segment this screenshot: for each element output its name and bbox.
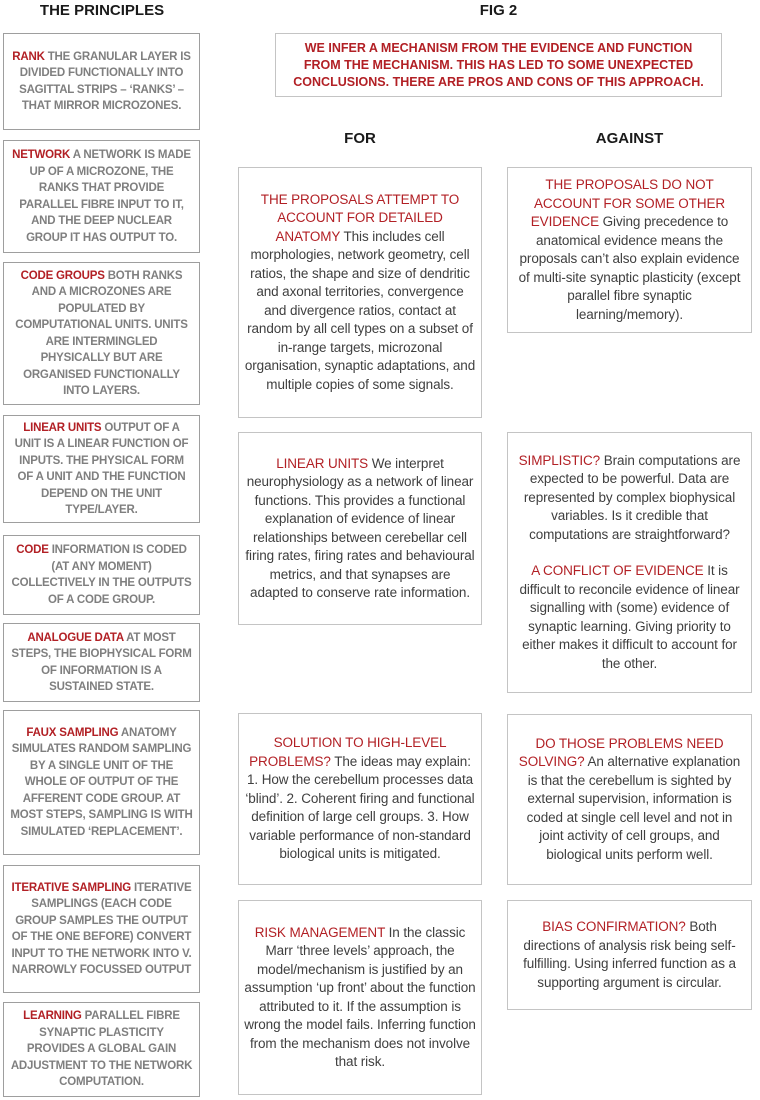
principle-term: LINEAR UNITS — [23, 421, 102, 434]
for-box-text — [244, 191, 476, 395]
banner-box — [275, 33, 722, 97]
principle-body: INFORMATION IS CODED (AT ANY MOMENT) COLLECTIVELY IN THE OUTPUTS OF A CODE GROUP. — [11, 544, 192, 606]
principle-body: AT MOST STEPS, THE BIOPHYSICAL FORM OF INFORMATION IS A SUSTAINED STATE. — [11, 631, 192, 693]
principle-term: FAUX SAMPLING — [26, 726, 119, 739]
principle-box-learning — [3, 1002, 200, 1097]
against-box-heading: SIMPLISTIC? — [518, 452, 601, 468]
for-box-body: The ideas may explain: 1. How the cerebellum processes data ‘blind’. 2. Coherent firing and functional definition of large cell groups. 3. How variable performance of non-standard biological units is mitigated. — [245, 753, 475, 862]
principle-text — [10, 542, 193, 608]
for-box-body: In the classic Marr ‘three levels’ approach, the model/mechanism is justified by an assumption ‘up front’ about the function attributed to it. If the assumption is wrong the model fails. Inferring function from the mechanism does not involve that risk. — [244, 924, 476, 1069]
against-header: AGAINST — [595, 130, 664, 147]
principle-term: ANALOGUE DATA — [27, 631, 124, 644]
principle-term: LEARNING — [23, 1010, 82, 1023]
against-box-heading: THE PROPOSALS DO NOT ACCOUNT FOR SOME OTHER EVIDENCE — [530, 177, 726, 229]
against-box-bias-confirmation — [507, 900, 752, 1010]
for-box-text — [244, 734, 476, 864]
against-box-body-2: It is difficult to reconcile evidence of linear signalling with (some) evidence of synaptic learning. Giving priority to either makes it difficult to account for the other. — [519, 563, 740, 671]
principle-box-rank — [3, 33, 200, 130]
for-box-text — [244, 455, 476, 603]
principle-term: CODE GROUPS — [20, 269, 105, 282]
against-box-text-2 — [513, 562, 746, 673]
for-box-high-level-problems — [238, 713, 482, 885]
principle-box-code — [3, 535, 200, 615]
figure-title: FIG 2 — [479, 2, 518, 19]
principle-term: RANK — [12, 50, 45, 63]
against-box-text — [513, 735, 746, 865]
for-header: FOR — [344, 130, 376, 147]
against-box-other-evidence — [507, 167, 752, 333]
principle-box-code-groups — [3, 262, 200, 405]
for-box-risk-management — [238, 900, 482, 1095]
for-box-body: This includes cell morphologies, network geometry, cell ratios, the shape and size of dendritic and axonal territories, convergence and divergence ratios, contact at random by all cell types on a subset of in-range targets, microzonal organisation, synaptic adaptations, and multiple copies of some signals. — [244, 228, 476, 392]
against-box-text — [513, 918, 746, 992]
against-box-heading: BIAS CONFIRMATION? — [542, 919, 686, 934]
against-box-text — [513, 452, 746, 545]
principle-box-analogue-data — [3, 623, 200, 702]
principle-text — [10, 147, 193, 246]
against-box-problems-need-solving — [507, 714, 752, 885]
principle-body: ITERATIVE SAMPLINGS (EACH CODE GROUP SAMPLES THE OUTPUT OF THE ONE BEFORE) CONVERT INPUT TO THE NETWORK INTO V. NARROWLY FOCUSSED OUTPUT — [11, 881, 192, 976]
for-box-body: We interpret neurophysiology as a network of linear functions. This provides a functional explanation of evidence of linear relationships between cerebellar cell firing rates, firing rates and behavioural metrics, and that synapses are adapted to conserve rate information. — [245, 455, 475, 600]
principle-text — [10, 725, 193, 841]
against-box-body: Brain computations are expected to be powerful. Data are represented by complex biophysical variables. Is it credible that computations are straightforward? — [523, 452, 741, 542]
principle-body: OUTPUT OF A UNIT IS A LINEAR FUNCTION OF INPUTS. THE PHYSICAL FORM OF A UNIT AND THE FUNCTION DEPEND ON THE UNIT TYPE/LAYER. — [14, 421, 189, 516]
principle-text — [10, 1008, 193, 1091]
against-box-simplistic-conflict — [507, 432, 752, 693]
principle-text — [10, 420, 193, 519]
against-box-heading: DO THOSE PROBLEMS NEED SOLVING? — [518, 735, 724, 770]
principle-text — [10, 630, 193, 696]
against-box-body: Both directions of analysis risk being self-fulfilling. Using inferred function as a supporting argument is circular. — [523, 919, 736, 990]
for-box-heading: THE PROPOSALS ATTEMPT TO ACCOUNT FOR DETAILED ANATOMY — [260, 191, 460, 244]
principle-body: A NETWORK IS MADE UP OF A MICROZONE, THE RANKS THAT PROVIDE PARALLEL FIBRE INPUT TO IT, AND THE DEEP NUCLEAR GROUP IT HAS OUTPUT TO. — [19, 149, 191, 244]
principle-body: PARALLEL FIBRE SYNAPTIC PLASTICITY PROVIDES A GLOBAL GAIN ADJUSTMENT TO THE NETWORK COMPUTATION. — [10, 1010, 193, 1089]
for-box-text — [244, 924, 476, 1072]
for-box-heading: LINEAR UNITS — [276, 455, 369, 471]
banner-text: WE INFER A MECHANISM FROM THE EVIDENCE AND FUNCTION FROM THE MECHANISM. THIS HAS LED TO SOME UNEXPECTED CONCLUSIONS. THERE ARE PROS AND CONS OF THIS APPROACH. — [293, 40, 704, 89]
principle-text — [10, 49, 193, 115]
principles-title: THE PRINCIPLES — [39, 2, 165, 19]
against-box-text — [513, 176, 746, 324]
against-box-body: An alternative explanation is that the cerebellum is sighted by external supervision, information is coded at single cell level and not in joint activity of cell groups, and biological units perform well. — [526, 754, 741, 862]
principle-term: ITERATIVE SAMPLING — [11, 881, 132, 894]
principle-box-network — [3, 140, 200, 253]
principle-text — [10, 268, 193, 400]
against-box-heading-2: A CONFLICT OF EVIDENCE — [531, 563, 704, 579]
principle-term: CODE — [16, 544, 49, 556]
against-box-body: Giving precedence to anatomical evidence means the proposals can’t also explain evidence of multi-site synaptic plasticity (except parallel fibre synaptic learning/memory). — [518, 214, 741, 322]
principle-box-iterative-sampling — [3, 865, 200, 993]
principle-box-linear-units — [3, 415, 200, 523]
principle-box-faux-sampling — [3, 710, 200, 855]
principle-body: BOTH RANKS AND A MICROZONES ARE POPULATED BY COMPUTATIONAL UNITS. UNITS ARE INTERMINGLED PHYSICALLY BUT ARE ORGANISED FUNCTIONALLY INTO LAYERS. — [15, 269, 188, 397]
for-box-heading: RISK MANAGEMENT — [254, 924, 385, 940]
principle-term: NETWORK — [12, 149, 71, 161]
for-box-anatomy — [238, 167, 482, 418]
principle-body: THE GRANULAR LAYER IS DIVIDED FUNCTIONALLY INTO SAGITTAL STRIPS – ‘RANKS’ – THAT MIRROR MICROZONES. — [19, 50, 191, 112]
for-box-heading: SOLUTION TO HIGH-LEVEL PROBLEMS? — [249, 735, 447, 769]
principle-body: ANATOMY SIMULATES RANDOM SAMPLING BY A SINGLE UNIT OF THE WHOLE OF OUTPUT OF THE AFFERENT CODE GROUP. AT MOST STEPS, SAMPLING IS WITH SIMULATED ‘REPLACEMENT’. — [10, 726, 193, 838]
for-box-linear-units — [238, 432, 482, 625]
principle-text — [10, 880, 193, 979]
